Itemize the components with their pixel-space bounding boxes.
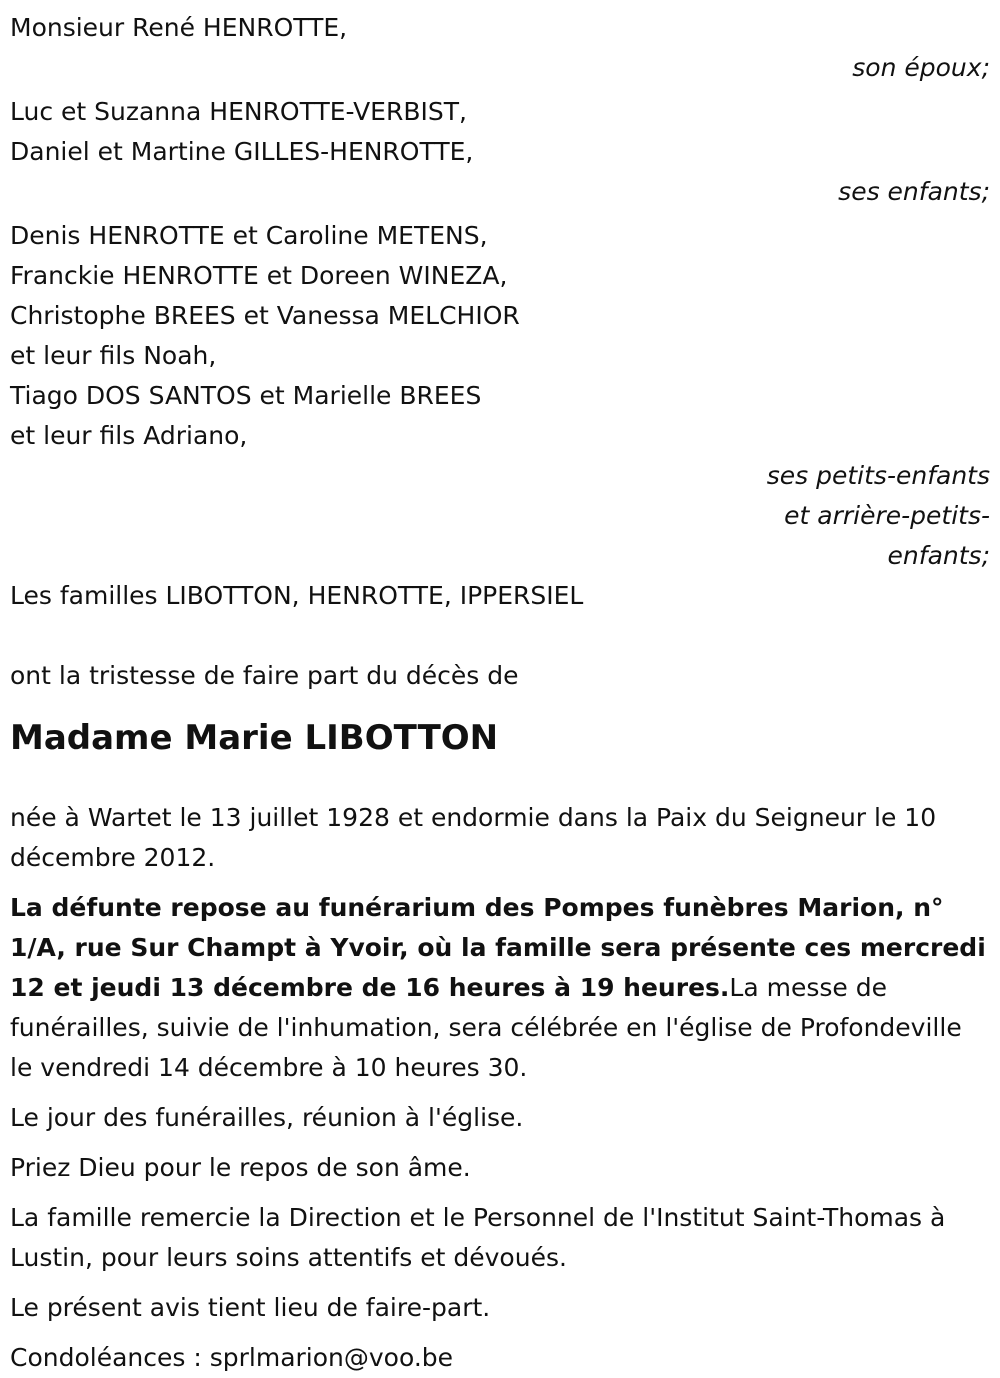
announcement-line: ont la tristesse de faire part du décès de xyxy=(10,661,519,690)
mass-text: La messe de funérailles, suivie de l'inhumation, sera célébrée en l'église de Profondeville le vendredi 14 décembre à 10 heures 30. xyxy=(10,973,962,1082)
grandchildren-role-line: et arrière-petits- xyxy=(784,501,990,530)
families-line: Les familles LIBOTTON, HENROTTE, IPPERSIEL xyxy=(10,581,584,610)
repose-text: La défunte repose au funérarium des Pompes funèbres Marion, n° 1/A, rue Sur Champt à Yvoir, où la famille sera présente ces mercredi 12 et jeudi 13 décembre de 16 heures à 19 heures. xyxy=(10,893,986,1002)
children-list xyxy=(10,92,990,172)
grandchildren-role-line: enfants; xyxy=(887,541,990,570)
grandchild-line: et leur fils Noah, xyxy=(10,341,217,370)
meeting-text: Le jour des funérailles, réunion à l'église. xyxy=(10,1103,524,1132)
child-line: Daniel et Martine GILLES-HENROTTE, xyxy=(10,137,474,166)
deceased-name: Madame Marie LIBOTTON xyxy=(10,718,499,758)
thanks-text: La famille remercie la Direction et le Personnel de l'Institut Saint-Thomas à Lustin, pour leurs soins attentifs et dévoués. xyxy=(10,1203,946,1272)
grandchild-line: Denis HENROTTE et Caroline METENS, xyxy=(10,221,488,250)
grandchild-line: et leur fils Adriano, xyxy=(10,421,248,450)
condolences-text: Condoléances : sprlmarion@voo.be xyxy=(10,1343,454,1372)
child-line: Luc et Suzanna HENROTTE-VERBIST, xyxy=(10,97,467,126)
birth-death-text: née à Wartet le 13 juillet 1928 et endormie dans la Paix du Seigneur le 10 décembre 2012. xyxy=(10,803,937,872)
prayer-text: Priez Dieu pour le repos de son âme. xyxy=(10,1153,471,1182)
funeral-details xyxy=(10,888,990,1088)
spouse-role: son époux; xyxy=(852,53,990,82)
children-role: ses enfants; xyxy=(838,177,990,206)
grandchildren-role xyxy=(10,456,990,576)
grandchild-line: Franckie HENROTTE et Doreen WINEZA, xyxy=(10,261,508,290)
grandchild-line: Tiago DOS SANTOS et Marielle BREES xyxy=(10,381,482,410)
notice-text: Le présent avis tient lieu de faire-part. xyxy=(10,1293,491,1322)
spouse-name: Monsieur René HENROTTE, xyxy=(10,13,348,42)
grandchildren-list xyxy=(10,216,990,456)
grandchildren-role-line: ses petits-enfants xyxy=(766,461,990,490)
grandchild-line: Christophe BREES et Vanessa MELCHIOR xyxy=(10,301,520,330)
